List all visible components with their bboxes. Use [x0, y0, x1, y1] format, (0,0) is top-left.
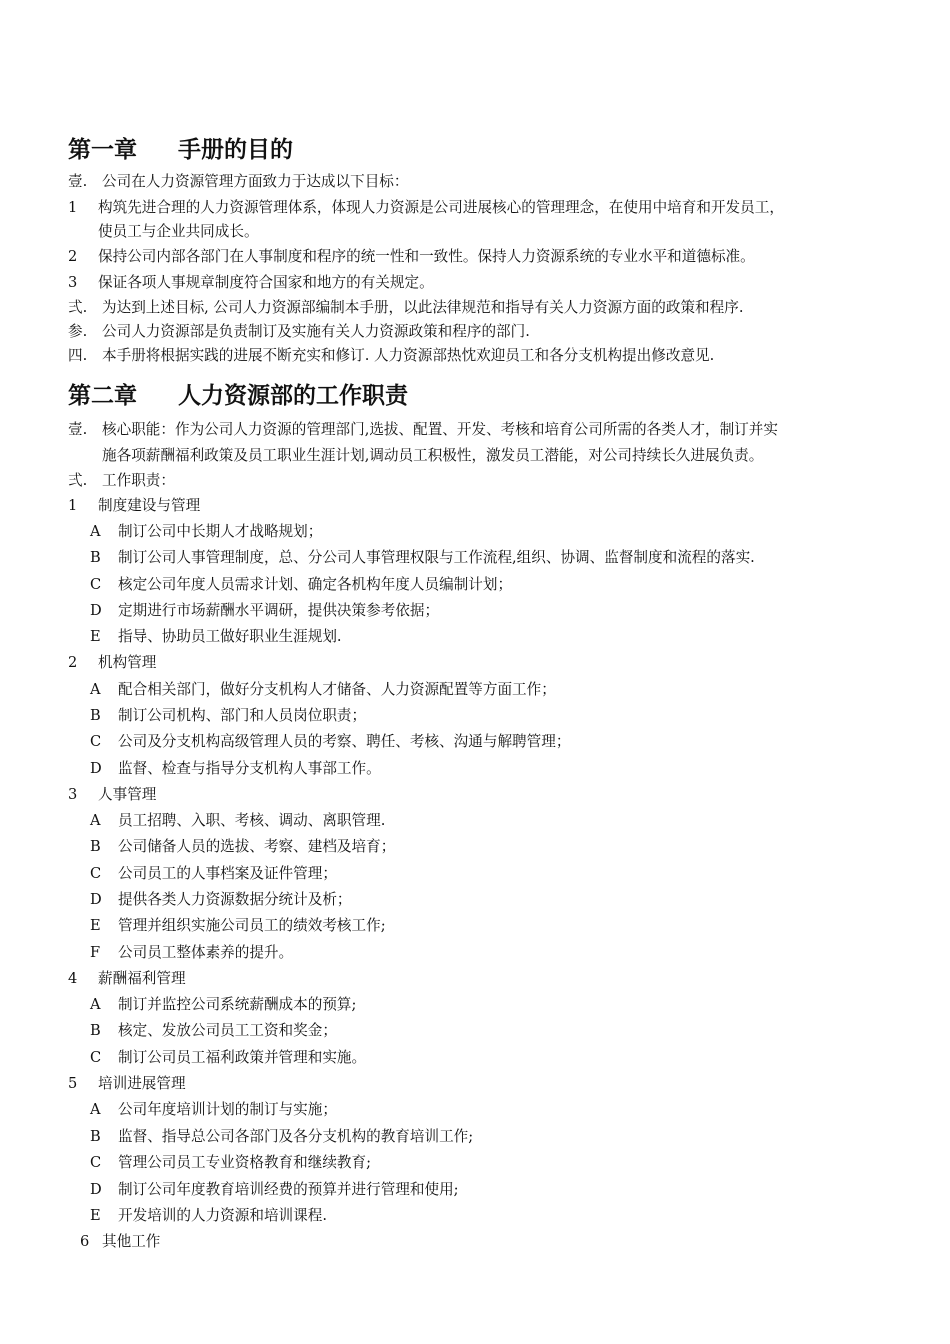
- duty-item: [90, 575, 512, 595]
- duty-item-marker: B: [90, 1128, 101, 1145]
- section-marker: 2: [68, 654, 78, 671]
- paragraph-item-2: [68, 298, 743, 318]
- goal-item: [68, 273, 434, 293]
- duty-item: [90, 548, 755, 568]
- goal-item: [68, 198, 784, 218]
- section-marker: 4: [68, 970, 78, 987]
- duty-item: [90, 1180, 459, 1200]
- duty-item-marker: B: [90, 838, 101, 855]
- duty-item: [90, 1048, 366, 1068]
- goal-text: 构筑先进合理的人力资源管理体系，体现人力资源是公司进展核心的管理理念，在使用中培育和开发员工，: [98, 199, 784, 216]
- duty-item: [90, 627, 342, 647]
- duty-item-text: 制订公司机构、部门和人员岗位职责；: [118, 707, 367, 724]
- goal-marker: 2: [68, 248, 78, 265]
- section-title: 人事管理: [98, 786, 157, 803]
- duty-item-text: 监督、检查与指导分支机构人事部工作。: [118, 760, 381, 777]
- duty-item-marker: A: [90, 812, 101, 829]
- duty-item-text: 公司储备人员的选拔、考察、建档及培育；: [118, 838, 396, 855]
- section-title: 机构管理: [98, 654, 157, 671]
- duty-item-marker: B: [90, 707, 101, 724]
- chapter-1-title: 手册的目的: [178, 137, 293, 163]
- duty-item-text: 指导、协助员工做好职业生涯规划.: [118, 628, 342, 645]
- chapter-1-heading: [68, 136, 293, 164]
- duty-item-marker: C: [90, 576, 102, 593]
- duty-item: [90, 1127, 473, 1147]
- duty-section-title: [68, 969, 186, 989]
- duty-item-text: 公司员工整体素养的提升。: [118, 944, 294, 961]
- duty-item: [90, 522, 322, 542]
- item-marker: 壹.: [68, 173, 88, 190]
- duty-section-title: [68, 496, 200, 516]
- duty-item-text: 公司员工的人事档案及证件管理；: [118, 865, 337, 882]
- section-title: 其他工作: [102, 1233, 161, 1250]
- duty-section-title: [68, 785, 156, 805]
- item-text: 公司人力资源部是负责制订及实施有关人力资源政策和程序的部门.: [102, 323, 530, 340]
- section-marker: 1: [68, 497, 78, 514]
- duty-item-text: 开发培训的人力资源和培训课程.: [118, 1207, 327, 1224]
- duty-item-marker: D: [90, 1181, 102, 1198]
- duty-item-marker: C: [90, 733, 102, 750]
- item-text: 本手册将根据实践的进展不断充实和修订. 人力资源部热忱欢迎员工和各分支机构提出修改意见.: [102, 347, 715, 364]
- duty-item-marker: D: [90, 891, 102, 908]
- duties-heading: [68, 471, 175, 491]
- duty-item-text: 提供各类人力资源数据分统计及析；: [118, 891, 352, 908]
- section-marker: 5: [68, 1075, 78, 1092]
- goal-marker: 1: [68, 199, 78, 216]
- duty-item: [90, 864, 337, 884]
- duty-item-marker: C: [90, 1049, 102, 1066]
- goal-text: 保持公司内部各部门在人事制度和程序的统一性和一致性。保持人力资源系统的专业水平和道德标准。: [98, 248, 755, 265]
- item-text: 核心职能：作为公司人力资源的管理部门,选拔、配置、开发、考核和培育公司所需的各类人才，制订并实: [102, 421, 778, 438]
- duty-section-title: [68, 653, 156, 673]
- duty-item-marker: C: [90, 1154, 102, 1171]
- duty-item-text: 制订公司员工福利政策并管理和实施。: [118, 1049, 367, 1066]
- duty-item-marker: A: [90, 681, 101, 698]
- item-text: 为达到上述目标, 公司人力资源部编制本手册，以此法律规范和指导有关人力资源方面的政策和程序.: [102, 299, 744, 316]
- duty-item-text: 管理公司员工专业资格教育和继续教育;: [118, 1154, 372, 1171]
- duty-item-marker: E: [90, 628, 101, 645]
- section-title: 培训进展管理: [98, 1075, 186, 1092]
- duty-item-text: 管理并组织实施公司员工的绩效考核工作;: [118, 917, 386, 934]
- goal-marker: 3: [68, 274, 78, 291]
- section-title: 制度建设与管理: [98, 497, 201, 514]
- core-function-continuation: 施各项薪酬福利政策及员工职业生涯计划,调动员工积极性，激发员工潜能，对公司持续长久进展负责。: [102, 447, 764, 464]
- duty-item-text: 配合相关部门，做好分支机构人才储备、人力资源配置等方面工作；: [118, 681, 556, 698]
- item-text: 公司在人力资源管理方面致力于达成以下目标：: [102, 173, 409, 190]
- duty-item-marker: D: [90, 760, 102, 777]
- duty-item: [90, 680, 556, 700]
- duty-item: [90, 1021, 337, 1041]
- duty-item-marker: A: [90, 1101, 101, 1118]
- duty-item: [90, 811, 385, 831]
- duty-item-text: 制订并监控公司系统薪酬成本的预算;: [118, 996, 357, 1013]
- duty-item-text: 员工招聘、入职、考核、调动、离职管理.: [118, 812, 386, 829]
- duty-item-text: 制订公司年度教育培训经费的预算并进行管理和使用;: [118, 1181, 459, 1198]
- duty-item: [90, 837, 395, 857]
- goal-text: 保证各项人事规章制度符合国家和地方的有关规定。: [98, 274, 434, 291]
- duty-item-marker: B: [90, 549, 101, 566]
- duty-item: [90, 1206, 327, 1226]
- duty-item: [90, 890, 352, 910]
- duty-item: [90, 943, 293, 963]
- duty-item-text: 公司及分支机构高级管理人员的考察、聘任、考核、沟通与解聘管理；: [118, 733, 571, 750]
- goal-item-continuation: 使员工与企业共同成长。: [98, 223, 259, 240]
- duty-item: [90, 601, 439, 621]
- section-marker: 3: [68, 786, 78, 803]
- duty-item: [90, 759, 381, 779]
- paragraph-item-4: [68, 346, 714, 366]
- duty-item: [90, 706, 366, 726]
- duty-item-marker: A: [90, 523, 101, 540]
- duty-item-text: 监督、指导总公司各部门及各分支机构的教育培训工作;: [118, 1128, 474, 1145]
- duty-item: [90, 916, 386, 936]
- chapter-2-heading: [68, 382, 408, 410]
- section-marker: 6: [80, 1233, 90, 1250]
- duty-section-title: [68, 1074, 186, 1094]
- item-marker: 壹.: [68, 421, 88, 438]
- duty-item-marker: A: [90, 996, 101, 1013]
- duty-item-marker: C: [90, 865, 102, 882]
- duty-item-text: 公司年度培训计划的制订与实施；: [118, 1101, 337, 1118]
- item-text: 工作职责：: [102, 472, 175, 489]
- duty-item-marker: E: [90, 917, 101, 934]
- item-marker: 四.: [68, 347, 88, 364]
- duty-item-marker: B: [90, 1022, 101, 1039]
- duty-item: [90, 1153, 371, 1173]
- item-marker: 参.: [68, 323, 88, 340]
- chapter-2-title: 人力资源部的工作职责: [178, 383, 408, 409]
- duty-item-marker: E: [90, 1207, 101, 1224]
- duty-item-marker: D: [90, 602, 102, 619]
- chapter-1-number: 第一章: [68, 137, 137, 163]
- duty-item-marker: F: [90, 944, 101, 961]
- duty-item-text: 核定、发放公司员工工资和奖金；: [118, 1022, 337, 1039]
- paragraph-item-3: [68, 322, 530, 342]
- section-title: 薪酬福利管理: [98, 970, 186, 987]
- duty-item: [90, 732, 570, 752]
- item-marker: 弍.: [68, 299, 88, 316]
- goal-item: [68, 247, 755, 267]
- duty-item: [90, 1100, 337, 1120]
- duty-item-text: 定期进行市场薪酬水平调研，提供决策参考依据；: [118, 602, 440, 619]
- paragraph-item-1: [68, 172, 408, 192]
- duty-item-text: 核定公司年度人员需求计划、确定各机构年度人员编制计划；: [118, 576, 513, 593]
- duty-item: [90, 995, 356, 1015]
- duty-item-text: 制订公司中长期人才战略规划；: [118, 523, 323, 540]
- item-marker: 弍.: [68, 472, 88, 489]
- core-function: [68, 420, 778, 440]
- duty-item-text: 制订公司人事管理制度，总、分公司人事管理权限与工作流程,组织、协调、监督制度和流程的落实.: [118, 549, 755, 566]
- duty-section-title: [80, 1232, 160, 1252]
- chapter-2-number: 第二章: [68, 383, 137, 409]
